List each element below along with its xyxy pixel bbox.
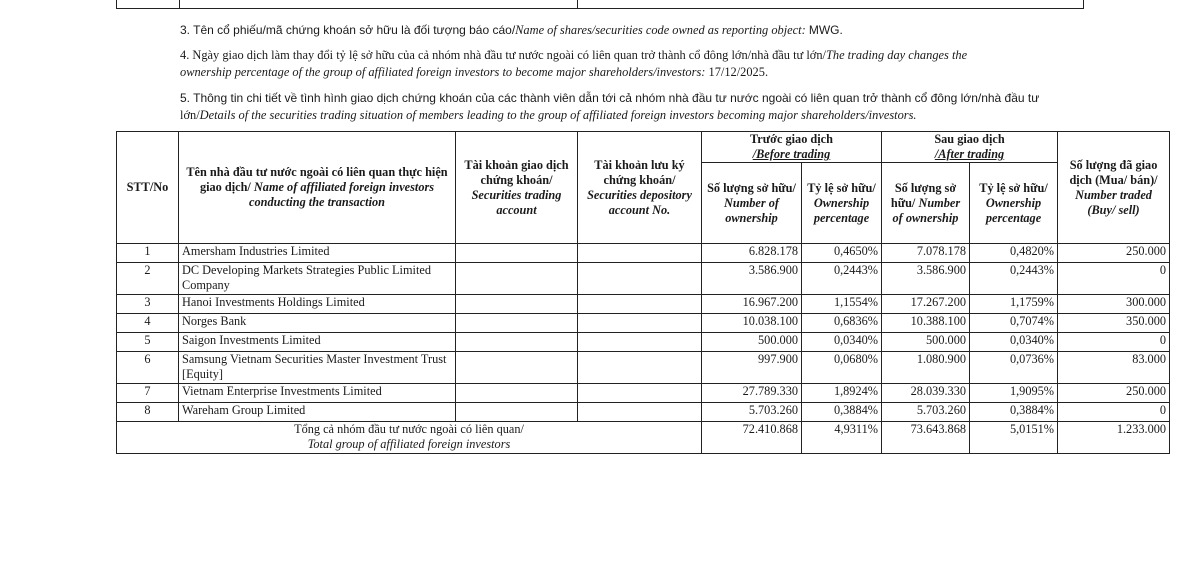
header-before-vi: Trước giao dịch (750, 132, 833, 146)
row-depository-account (578, 263, 702, 295)
row-trading-account (456, 314, 578, 333)
section-3-text (180, 22, 843, 39)
row-no: 1 (117, 244, 179, 263)
row-traded: 0 (1058, 263, 1170, 295)
table-row (117, 314, 1170, 333)
previous-table-cell (117, 0, 180, 8)
header-depository-en: Securities depository account No. (587, 187, 692, 217)
row-traded: 350.000 (1058, 314, 1170, 333)
row-no: 5 (117, 333, 179, 352)
row-depository-account (578, 352, 702, 384)
row-after-pct: 0,7074% (970, 314, 1058, 333)
section-5-english: Details of the securities trading situation of members leading to the group of affiliated foreign investors becoming major shareholders/investors. (199, 108, 917, 122)
table-row (117, 263, 1170, 295)
row-after-shares: 500.000 (882, 333, 970, 352)
header-before-pct (802, 163, 882, 244)
row-trading-account (456, 244, 578, 263)
section-4-english-2: ownership percentage of the group of affiliated foreign investors to become major shareholders/investors: (180, 65, 706, 79)
header-before-en: /Before trading (752, 147, 831, 161)
total-label-en: Total group of affiliated foreign investors (307, 437, 511, 451)
row-depository-account (578, 384, 702, 403)
row-before-pct: 0,3884% (802, 403, 882, 422)
section-4-english-1: The trading day changes the (825, 48, 968, 62)
row-after-shares: 17.267.200 (882, 295, 970, 314)
row-traded: 0 (1058, 403, 1170, 422)
row-before-pct: 0,2443% (802, 263, 882, 295)
row-after-pct: 1,9095% (970, 384, 1058, 403)
row-no: 6 (117, 352, 179, 384)
header-after-shares-vi: Số lượng sở hữu/ (890, 180, 957, 210)
row-before-shares: 997.900 (702, 352, 802, 384)
row-after-pct: 0,2443% (970, 263, 1058, 295)
header-after-en: /After trading (934, 147, 1005, 161)
row-before-pct: 0,0340% (802, 333, 882, 352)
row-after-shares: 7.078.178 (882, 244, 970, 263)
row-after-shares: 1.080.900 (882, 352, 970, 384)
header-after-shares-en: Number of ownership (892, 195, 961, 225)
section-3-value: MWG. (808, 23, 843, 37)
total-after-pct: 5,0151% (970, 422, 1058, 454)
header-investor-en: Name of affiliated foreign investors conducting the transaction (249, 180, 435, 209)
table-row (117, 333, 1170, 352)
row-trading-account (456, 333, 578, 352)
row-trading-account (456, 384, 578, 403)
total-label (117, 422, 702, 454)
previous-table-fragment (116, 0, 1084, 9)
row-trading-account (456, 295, 578, 314)
header-before-shares-en: Number of ownership (724, 195, 779, 225)
row-depository-account (578, 403, 702, 422)
section-3-lead: 3. Tên cổ phiếu/mã chứng khoán sở hữu là đối tượng báo cáo/ (180, 23, 516, 37)
total-before-pct: 4,9311% (802, 422, 882, 454)
table-row (117, 295, 1170, 314)
header-number-traded (1058, 132, 1170, 244)
row-before-shares: 10.038.100 (702, 314, 802, 333)
row-investor-name: Samsung Vietnam Securities Master Investment Trust [Equity] (179, 352, 456, 384)
row-before-shares: 3.586.900 (702, 263, 802, 295)
header-investor-vi: Tên nhà đầu tư nước ngoài có liên quan thực hiện giao dịch/ (186, 165, 448, 194)
row-investor-name: Saigon Investments Limited (179, 333, 456, 352)
header-trading-account (456, 132, 578, 244)
row-no: 3 (117, 295, 179, 314)
row-traded: 300.000 (1058, 295, 1170, 314)
row-investor-name: Hanoi Investments Holdings Limited (179, 295, 456, 314)
row-after-shares: 5.703.260 (882, 403, 970, 422)
row-before-pct: 0,6836% (802, 314, 882, 333)
table-row (117, 403, 1170, 422)
row-before-pct: 0,0680% (802, 352, 882, 384)
header-traded-en: Number traded (Buy/ sell) (1075, 187, 1152, 217)
row-investor-name: DC Developing Markets Strategies Public Limited Company (179, 263, 456, 295)
row-after-shares: 10.388.100 (882, 314, 970, 333)
section-4-lead: 4. Ngày giao dịch làm thay đổi tỷ lệ sở hữu của cả nhóm nhà đầu tư nước ngoài có liên quan trở thành cổ đông lớn/nhà đầu tư lớn/ (180, 48, 826, 62)
header-trading-account-en: Securities trading account (471, 187, 562, 217)
trading-details-table (116, 131, 1170, 454)
row-before-pct: 1,8924% (802, 384, 882, 403)
total-row (117, 422, 1170, 454)
row-traded: 250.000 (1058, 384, 1170, 403)
row-trading-account (456, 352, 578, 384)
header-after-pct-vi: Tỷ lệ sở hữu/ (979, 180, 1048, 195)
row-depository-account (578, 295, 702, 314)
header-investor-name (179, 132, 456, 244)
row-after-pct: 0,3884% (970, 403, 1058, 422)
header-before-pct-vi: Tỷ lệ sở hữu/ (807, 180, 876, 195)
row-before-shares: 5.703.260 (702, 403, 802, 422)
row-after-pct: 0,0340% (970, 333, 1058, 352)
header-before-shares (702, 163, 802, 244)
row-depository-account (578, 314, 702, 333)
section-5-lead: 5. Thông tin chi tiết về tình hình giao dịch chứng khoán của các thành viên dẫn tới cả nhóm nhà đầu tư nước ngoài có liên quan trở thành cổ đông lớn/nhà đầu tư (180, 91, 1040, 105)
row-after-pct: 0,4820% (970, 244, 1058, 263)
row-after-pct: 0,0736% (970, 352, 1058, 384)
total-after-shares: 73.643.868 (882, 422, 970, 454)
section-5-text (180, 90, 1039, 124)
row-no: 4 (117, 314, 179, 333)
header-after-vi: Sau giao dịch (934, 132, 1005, 146)
row-after-shares: 28.039.330 (882, 384, 970, 403)
header-before-shares-vi: Số lượng sở hữu/ (707, 180, 796, 195)
total-label-vi: Tổng cả nhóm đầu tư nước ngoài có liên quan/ (294, 422, 524, 436)
table-row (117, 384, 1170, 403)
table-row (117, 352, 1170, 384)
table-row (117, 244, 1170, 263)
header-depository-account (578, 132, 702, 244)
header-after-pct-en: Ownership percentage (985, 195, 1042, 225)
header-before-trading (702, 132, 882, 163)
row-no: 8 (117, 403, 179, 422)
previous-table-divider (577, 0, 579, 8)
header-after-trading (882, 132, 1058, 163)
row-before-pct: 1,1554% (802, 295, 882, 314)
header-traded-vi: Số lượng đã giao dịch (Mua/ bán)/ (1069, 157, 1158, 187)
section-4-text (180, 47, 967, 81)
header-trading-account-vi: Tài khoản giao dịch chứng khoán/ (464, 157, 569, 187)
header-depository-vi: Tài khoản lưu ký chứng khoán/ (594, 157, 685, 187)
row-before-pct: 0,4650% (802, 244, 882, 263)
row-depository-account (578, 333, 702, 352)
header-stt: STT/No (117, 132, 179, 244)
section-3-english: Name of shares/securities code owned as reporting object: (515, 23, 806, 37)
row-traded: 0 (1058, 333, 1170, 352)
total-traded: 1.233.000 (1058, 422, 1170, 454)
row-investor-name: Amersham Industries Limited (179, 244, 456, 263)
row-before-shares: 27.789.330 (702, 384, 802, 403)
row-before-shares: 16.967.200 (702, 295, 802, 314)
row-after-pct: 1,1759% (970, 295, 1058, 314)
row-after-shares: 3.586.900 (882, 263, 970, 295)
header-after-pct (970, 163, 1058, 244)
header-before-pct-en: Ownership percentage (813, 195, 870, 225)
row-investor-name: Norges Bank (179, 314, 456, 333)
row-investor-name: Wareham Group Limited (179, 403, 456, 422)
row-trading-account (456, 263, 578, 295)
section-4-date: 17/12/2025. (708, 65, 769, 79)
row-no: 2 (117, 263, 179, 295)
row-no: 7 (117, 384, 179, 403)
row-before-shares: 6.828.178 (702, 244, 802, 263)
row-depository-account (578, 244, 702, 263)
row-trading-account (456, 403, 578, 422)
header-after-shares (882, 163, 970, 244)
row-traded: 83.000 (1058, 352, 1170, 384)
row-before-shares: 500.000 (702, 333, 802, 352)
total-before-shares: 72.410.868 (702, 422, 802, 454)
section-5-lead-2: lớn/ (180, 108, 200, 122)
row-investor-name: Vietnam Enterprise Investments Limited (179, 384, 456, 403)
row-traded: 250.000 (1058, 244, 1170, 263)
